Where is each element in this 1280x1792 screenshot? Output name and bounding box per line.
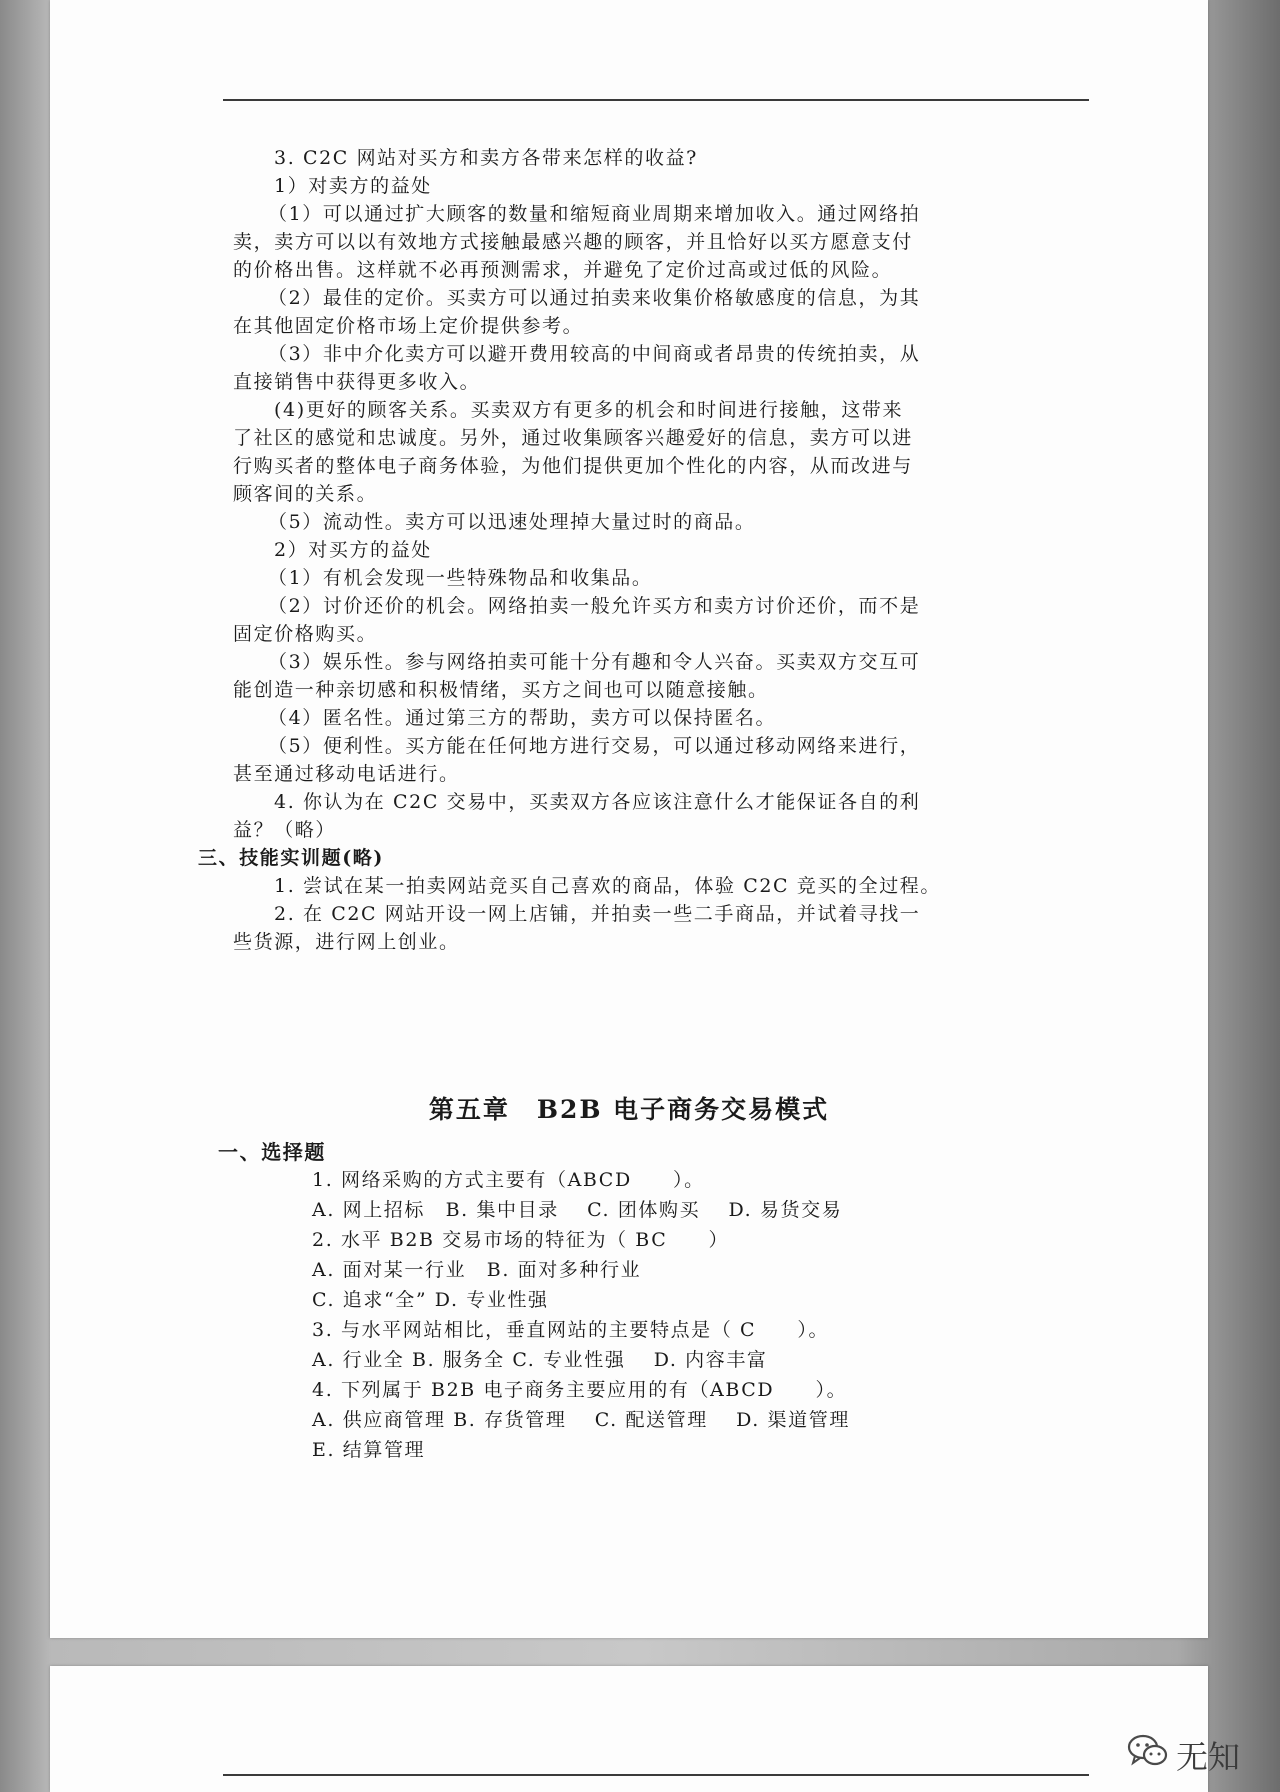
text-line: （5）流动性。卖方可以迅速处理掉大量过时的商品。 [268,511,756,533]
text-line: 的价格出售。这样就不必再预测需求，并避免了定价过高或过低的风险。 [233,259,893,281]
document-page-1 [50,0,1208,1638]
choice-options: A. 网上招标 B. 集中目录 C. 团体购买 D. 易货交易 [312,1199,843,1221]
subheading-seller-benefits: 1）对卖方的益处 [274,175,432,197]
choice-question-3: 3. 与水平网站相比，垂直网站的主要特点是（ C ）。 [312,1319,830,1341]
choice-options: A. 行业全 B. 服务全 C. 专业性强 D. 内容丰富 [312,1349,768,1371]
text-line: 行购买者的整体电子商务体验，为他们提供更加个性化的内容，从而改进与 [233,455,913,477]
text-line: （1）可以通过扩大顾客的数量和缩短商业周期来增加收入。通过网络拍 [268,203,921,225]
text-line: （3）非中介化卖方可以避开费用较高的中间商或者昂贵的传统拍卖，从 [268,343,921,365]
text-line: 卖，卖方可以以有效地方式接触最感兴趣的顾客，并且恰好以买方愿意支付 [233,231,913,253]
section-heading-skills: 三、技能实训题(略) [198,847,384,869]
text-line: （4）匿名性。通过第三方的帮助，卖方可以保持匿名。 [268,707,777,729]
text-line: 直接销售中获得更多收入。 [233,371,481,393]
question-4: 4. 你认为在 C2C 交易中，买卖双方各应该注意什么才能保证各自的利 [274,791,921,813]
text-line: 益？（略） [233,819,337,841]
text-line: （2）最佳的定价。买卖方可以通过拍卖来收集价格敏感度的信息，为其 [268,287,921,309]
subheading-buyer-benefits: 2）对买方的益处 [274,539,432,561]
chapter-title: 第五章 B2B 电子商务交易模式 [428,1095,830,1124]
text-line: 能创造一种亲切感和积极情绪，买方之间也可以随意接触。 [233,679,769,701]
section-heading-choice: 一、选择题 [218,1140,326,1164]
watermark-label: 无知 [1175,1738,1240,1776]
text-line: （2）讨价还价的机会。网络拍卖一般允许买方和卖方讨价还价，而不是 [268,595,921,617]
wechat-icon [1126,1732,1170,1778]
text-line: （5）便利性。买方能在任何地方进行交易，可以通过移动网络来进行， [268,735,921,757]
text-line: (4)更好的顾客关系。买卖双方有更多的机会和时间进行接触，这带来 [274,399,904,421]
text-line: 些货源，进行网上创业。 [233,931,460,953]
choice-question-2: 2. 水平 B2B 交易市场的特征为（ BC ） [312,1229,730,1251]
text-line: 固定价格购买。 [233,623,378,645]
header-rule [223,1774,1089,1776]
text-line: 甚至通过移动电话进行。 [233,763,460,785]
text-line: 2. 在 C2C 网站开设一网上店铺，并拍卖一些二手商品，并试着寻找一 [274,903,921,925]
question-3: 3. C2C 网站对买方和卖方各带来怎样的收益? [274,147,698,169]
text-line: 在其他固定价格市场上定价提供参考。 [233,315,584,337]
choice-options: A. 面对某一行业 B. 面对多种行业 [312,1259,642,1281]
text-line: （3）娱乐性。参与网络拍卖可能十分有趣和令人兴奋。买卖双方交互可 [268,651,921,673]
document-page-2 [50,1666,1208,1792]
text-line: 了社区的感觉和忠诚度。另外，通过收集顾客兴趣爱好的信息，卖方可以进 [233,427,913,449]
choice-question-1: 1. 网络采购的方式主要有（ABCD ）。 [312,1169,705,1191]
choice-options: A. 供应商管理 B. 存货管理 C. 配送管理 D. 渠道管理 [312,1409,850,1431]
header-rule [223,99,1089,101]
choice-question-4: 4. 下列属于 B2B 电子商务主要应用的有（ABCD ）。 [312,1379,848,1401]
text-line: 顾客间的关系。 [233,483,378,505]
choice-options: C. 追求“全” D. 专业性强 [312,1289,549,1311]
choice-options: E. 结算管理 [312,1439,426,1461]
text-line: 1. 尝试在某一拍卖网站竞买自己喜欢的商品，体验 C2C 竞买的全过程。 [274,875,942,897]
text-line: （1）有机会发现一些特殊物品和收集品。 [268,567,653,589]
watermark [1126,1732,1240,1778]
